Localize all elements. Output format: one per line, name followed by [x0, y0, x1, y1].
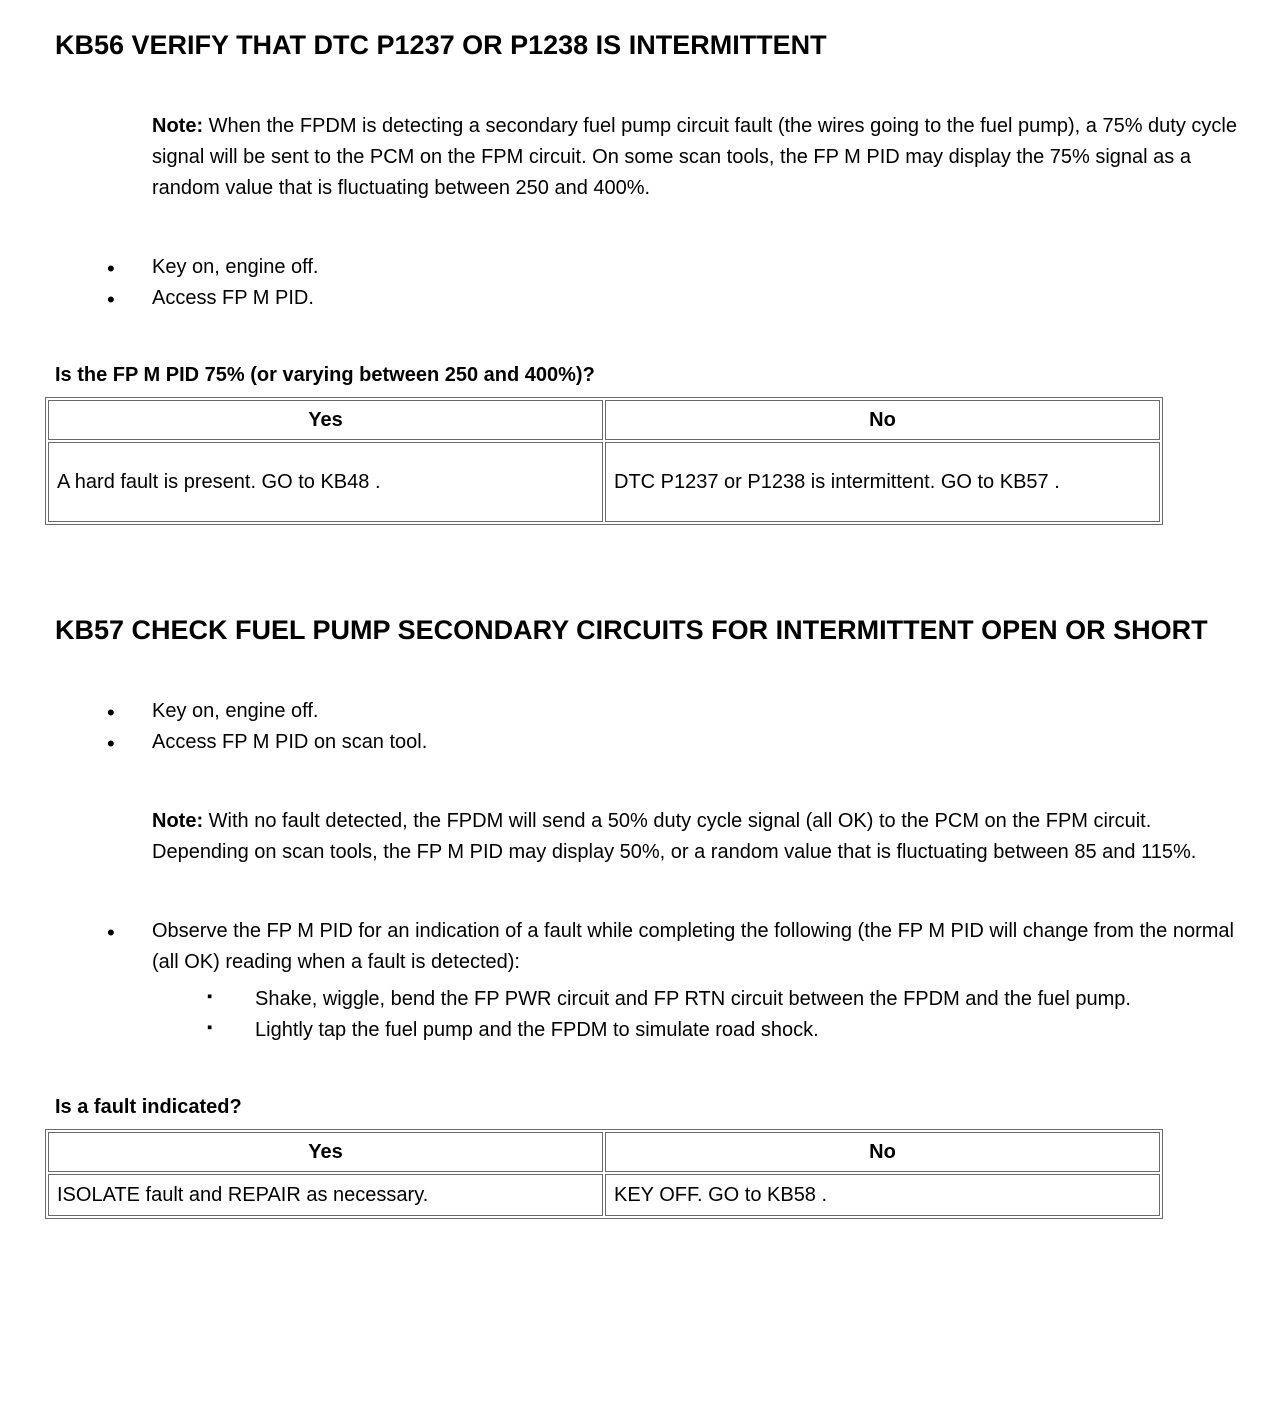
- section-kb57-heading: KB57 CHECK FUEL PUMP SECONDARY CIRCUITS FOR INTERMITTENT OPEN OR SHORT: [55, 615, 1208, 646]
- bullet-item: • Key on, engine off.: [152, 696, 1245, 727]
- table-cell-no: DTC P1237 or P1238 is intermittent. GO to KB57 .: [605, 442, 1160, 522]
- kb56-note-paragraph: [152, 111, 1245, 204]
- table-row: [48, 1174, 1160, 1216]
- table-header-row: [48, 1132, 1160, 1172]
- table-cell-no: KEY OFF. GO to KB58 .: [605, 1174, 1160, 1216]
- kb56-decision-table: [45, 397, 1163, 525]
- kb56-bullet-list: [0, 252, 1245, 314]
- kb57-note-paragraph: [152, 806, 1245, 868]
- sub-bullet-item: ▪ Lightly tap the fuel pump and the FPDM to simulate road shock.: [255, 1015, 1245, 1046]
- kb57-note-label: Note:: [152, 810, 204, 833]
- section-kb56: [0, 0, 1280, 525]
- bullet-text: Observe the FP M PID for an indication of a fault while completing the following (the FP M PID will change from the normal (all OK) reading when a fault is detected):: [152, 920, 1234, 974]
- section-kb57: [0, 525, 1280, 1219]
- table-header-row: [48, 400, 1160, 440]
- table-cell-yes: A hard fault is present. GO to KB48 .: [48, 442, 603, 522]
- table-cell-yes: ISOLATE fault and REPAIR as necessary.: [48, 1174, 603, 1216]
- kb57-note-text: With no fault detected, the FPDM will send a 50% duty cycle signal (all OK) to the PCM on the FPM circuit. Depending on scan tools, the FP M PID may display 50%, or a random value that is fluctuating between 85 and 115%.: [152, 810, 1197, 864]
- sub-bullet-item: ▪ Shake, wiggle, bend the FP PWR circuit and FP RTN circuit between the FPDM and the fuel pump.: [255, 984, 1245, 1015]
- kb56-note-text: When the FPDM is detecting a secondary fuel pump circuit fault (the wires going to the fuel pump), a 75% duty cycle signal will be sent to the PCM on the FPM circuit. On some scan tools, the FP M PID may display the 75% signal as a random value that is fluctuating between 250 and 400%.: [152, 115, 1237, 200]
- kb57-decision-table: [45, 1129, 1163, 1219]
- kb57-observe-bullet-list: [0, 916, 1245, 1046]
- kb57-question-text: Is a fault indicated?: [55, 1096, 242, 1119]
- table-row: [48, 442, 1160, 522]
- bullet-item: [152, 916, 1245, 1046]
- bullet-item: • Access FP M PID on scan tool.: [152, 727, 1245, 758]
- kb56-question-text: Is the FP M PID 75% (or varying between 250 and 400%)?: [55, 364, 595, 387]
- table-header-no: No: [605, 400, 1160, 440]
- kb56-note-label: Note:: [152, 115, 204, 138]
- table-header-yes: Yes: [48, 400, 603, 440]
- sub-bullet-list: [152, 984, 1245, 1046]
- bullet-item: • Key on, engine off.: [152, 252, 1245, 283]
- bullet-item: • Access FP M PID.: [152, 283, 1245, 314]
- kb57-bullet-list: [0, 696, 1245, 758]
- table-header-yes: Yes: [48, 1132, 603, 1172]
- section-kb56-heading: KB56 VERIFY THAT DTC P1237 OR P1238 IS INTERMITTENT: [55, 30, 827, 60]
- table-header-no: No: [605, 1132, 1160, 1172]
